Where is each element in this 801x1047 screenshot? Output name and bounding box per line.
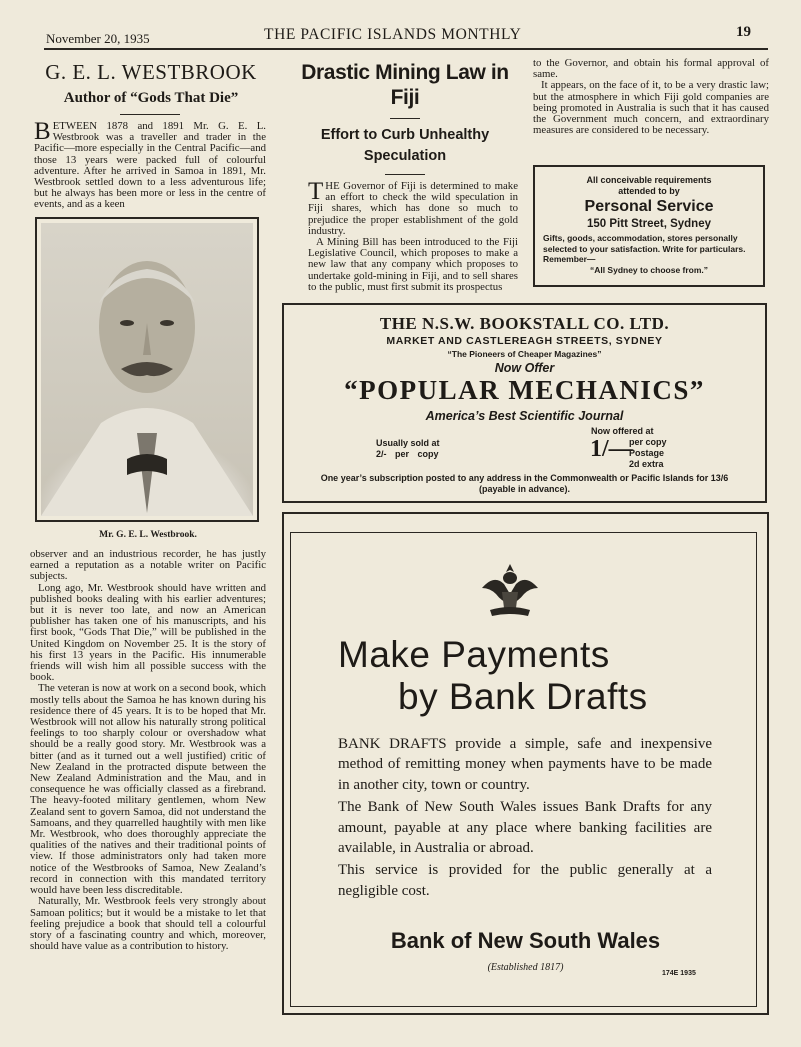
magazine-subtitle: America’s Best Scientific Journal bbox=[425, 409, 624, 423]
mining-subtitle-rule bbox=[385, 174, 425, 175]
mining-title-rule bbox=[390, 118, 420, 119]
dropcap-b: B bbox=[34, 121, 51, 145]
bank-ad bbox=[282, 512, 769, 1015]
bank-crest-icon bbox=[480, 558, 540, 620]
dropcap-t: T bbox=[308, 181, 324, 205]
ps-name: Personal Service bbox=[584, 198, 714, 215]
ps-address: 150 Pitt Street, Sydney bbox=[587, 218, 711, 230]
publication-title: THE PACIFIC ISLANDS MONTHLY bbox=[264, 26, 522, 43]
westbrook-paragraph-2: Long ago, Mr. Westbrook should have written and published books dealing with his earlier adventures; but it is never too late, and now an American publisher has taken one of his manuscripts, and his first book, “Gods That Die,” will be published in the United Kingdom on November 25. It is the story of his first 13 years in the Pacific. His innumerable friends will wish him all possible success with the book. bbox=[30, 581, 266, 684]
bookstall-tagline: “The Pioneers of Cheaper Magazines” bbox=[447, 349, 602, 359]
mining-paragraph-2: A Mining Bill has been introduced to the Fiji Legislative Council, which proposes to make a new law that any company which proposes to undertake gold-mining in Fiji, and to sell shares to the public, must first submit its prospectus bbox=[308, 236, 518, 293]
article-title-mining bbox=[290, 60, 520, 110]
bank-established: (Established 1817) bbox=[487, 962, 564, 973]
offer-per-copy: per copy bbox=[629, 437, 667, 447]
usual-price: 2/- per copy bbox=[376, 449, 439, 459]
mining-paragraph-1 bbox=[308, 181, 518, 237]
portrait-frame bbox=[35, 217, 259, 522]
article-subtitle-mining bbox=[290, 125, 520, 167]
westbrook-intro bbox=[34, 121, 266, 213]
bank-headline-line-1: Make Payments bbox=[338, 634, 610, 675]
westbrook-paragraph-1: observer and an industrious recorder, he has justly earned a reputation as a notable writer on Pacific subjects. bbox=[30, 549, 266, 583]
bookstall-company: THE N.S.W. BOOKSTALL CO. LTD. bbox=[379, 314, 670, 333]
bank-paragraph-1: BANK DRAFTS provide a simple, safe and inexpensive method of remitting money when payments have to be made in another city, town or country. bbox=[338, 736, 712, 793]
personal-service-ad bbox=[533, 165, 765, 287]
westbrook-intro-text: ETWEEN 1878 and 1891 Mr. G. E. L. Westbrook was a traveller and trader in the Pacific—more especially in the Central Pacific—and those 13 years were packed full of colourful adventure. After he arrived in Samoa in 1891, Mr. Westbrook settled down to a less adventurous life; but he always has been more or less in the centre of events, and as a keen bbox=[34, 121, 266, 211]
mining-continued bbox=[533, 58, 769, 156]
westbrook-paragraph-3: The veteran is now at work on a second book, which mostly tells about the Samoa he has known during his residence there of 45 years. It is to be hoped that Mr. Westbrook will not allow his naturally strong political feelings to too sharply colour or overshadow what should be a really good story. Mr. Westbrook was a bitter (and as it turned out a well justified) critic of New Zealand in the protracted dispute between the New Zealand Administration and the Mau, and in consequence he was officially classed as a firebrand. The heavy-footed military gentlemen, whom New Zealand sent to govern Samoa, did not understand the Samoans, and they quarrelled haughtily with men like Mr. Westbrook, who does thoroughly appreciate the qualities of the natives and their traditional points of view. If those administrators only had taken more notice of the Westbrooks of Samoa, New Zealand’s record in connection with this mandated territory would have been less discreditable. bbox=[30, 682, 266, 897]
offer-postage: Postage bbox=[629, 448, 665, 458]
bookstall-now-offer: Now Offer bbox=[494, 361, 555, 375]
header-rule bbox=[44, 48, 768, 50]
offer-price: 1/— bbox=[590, 436, 633, 462]
mining-title-line-2: Fiji bbox=[390, 86, 420, 109]
page-number: 19 bbox=[736, 24, 751, 40]
mining-body bbox=[308, 181, 518, 293]
bank-paragraph-2: The Bank of New South Wales issues Bank Drafts for any amount, payable at any place where banking facilities are available, in Australia or abroad. bbox=[338, 799, 712, 857]
mining-continued-text: to the Governor, and obtain his formal approval of same. bbox=[533, 58, 769, 81]
mining-title-line-1: Drastic Mining Law in bbox=[301, 61, 509, 84]
running-header bbox=[44, 26, 768, 50]
mining-subtitle-line-2: Speculation bbox=[363, 148, 447, 164]
bank-paragraph-3: This service is provided for the public generally at a negligible cost. bbox=[338, 862, 712, 899]
mining-paragraph-1-text: HE Governor of Fiji is determined to make an effort to check the wild speculation in Fiji shares, which has done so much to prejudice the proper establishment of the gold industry. bbox=[308, 181, 518, 237]
article-subtitle-westbrook: Author of “Gods That Die” bbox=[63, 90, 239, 106]
ps-remember: Remember— bbox=[543, 254, 596, 264]
bank-ref-code: 174E 1935 bbox=[662, 970, 696, 977]
bank-body bbox=[338, 734, 712, 901]
subscription-note: One year’s subscription posted to any address in the Commonwealth or Pacific Islands for 13/6 (payable in advance). bbox=[320, 473, 729, 494]
bookstall-ad bbox=[282, 303, 767, 503]
title-rule bbox=[120, 114, 180, 115]
article-title-westbrook: G. E. L. WESTBROOK bbox=[45, 60, 257, 84]
magazine-name: “POPULAR MECHANICS” bbox=[344, 375, 705, 405]
ps-slogan: “All Sydney to choose from.” bbox=[589, 264, 709, 275]
ps-line-2: attended to by bbox=[618, 186, 680, 196]
westbrook-paragraph-4: Naturally, Mr. Westbrook feels very strongly about Samoan politics; but it would be a mistake to let that feeling prejudice a book that should tell a colourful story of a fascinating country and which, moreover, should have value as a contribution to history. bbox=[30, 895, 266, 953]
bookstall-address: MARKET AND CASTLEREAGH STREETS, SYDNEY bbox=[386, 335, 663, 347]
offer-postage-extra: 2d extra bbox=[629, 459, 664, 469]
westbrook-continuation bbox=[30, 549, 266, 1021]
now-offered-label: Now offered at bbox=[591, 426, 654, 436]
portrait-caption: Mr. G. E. L. Westbrook. bbox=[99, 530, 197, 540]
usual-price-label: Usually sold at bbox=[376, 438, 440, 448]
bank-name: Bank of New South Wales bbox=[390, 928, 661, 953]
issue-date: November 20, 1935 bbox=[46, 31, 150, 46]
portrait-photo bbox=[41, 223, 253, 516]
mining-paragraph-3: It appears, on the face of it, to be a very drastic law; but the atmosphere in which Fiji gold companies are being promoted in Australia is such that it has caused the Government much concern, and extraordinary measures are considered to be necessary. bbox=[533, 79, 769, 137]
ps-line-1: All conceivable requirements bbox=[586, 175, 712, 185]
mining-subtitle-line-1: Effort to Curb Unhealthy bbox=[320, 127, 490, 143]
bank-headline-line-2: by Bank Drafts bbox=[398, 676, 648, 717]
ps-body: Gifts, goods, accommodation, stores personally selected to your satisfaction. Write for particulars. bbox=[543, 233, 746, 254]
